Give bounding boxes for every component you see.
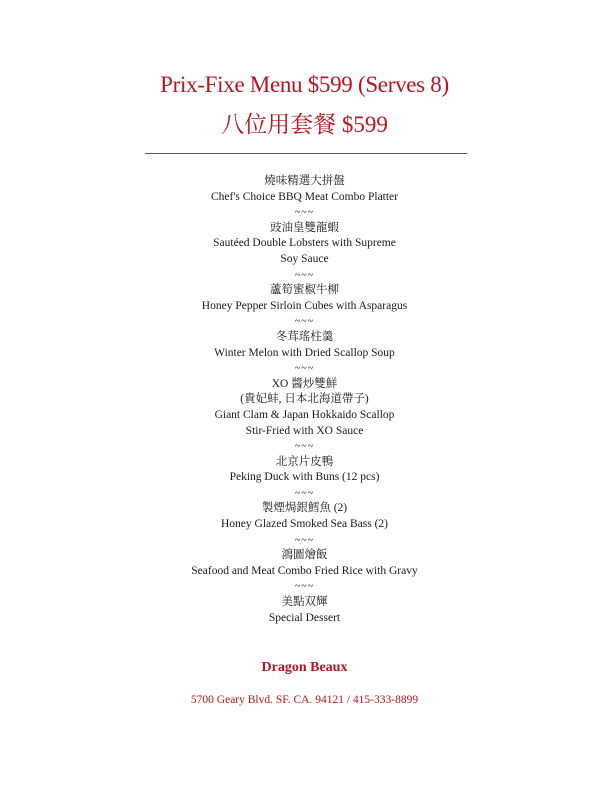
menu-separator: ~~~ <box>294 487 315 499</box>
menu-item <box>0 548 609 579</box>
menu-separator: ~~~ <box>294 534 315 546</box>
menu-item-english: Giant Clam & Japan Hokkaido Scallop <box>214 408 395 421</box>
menu-separator: ~~~ <box>294 581 315 593</box>
menu-item <box>0 377 609 439</box>
menu-item <box>0 501 609 532</box>
restaurant-name: Dragon Beaux <box>261 660 348 675</box>
header-divider <box>145 153 467 154</box>
menu-item-english: Honey Pepper Sirloin Cubes with Asparagus <box>201 299 408 312</box>
restaurant-address: 5700 Geary Blvd. SF. CA. 94121 / 415-333-8899 <box>190 694 419 706</box>
menu-item-chinese: 北京片皮鴨 <box>275 455 334 468</box>
menu-item-english: (貴妃蚌, 日本北海道帶子) <box>240 393 369 406</box>
menu-separator: ~~~ <box>294 207 315 219</box>
menu-item-english: Honey Glazed Smoked Sea Bass (2) <box>220 518 389 531</box>
menu-item-english: Peking Duck with Buns (12 pcs) <box>229 471 380 484</box>
menu-item <box>0 330 609 361</box>
menu-item-chinese: 美點双輝 <box>281 596 328 609</box>
menu-item-english: Winter Melon with Dried Scallop Soup <box>214 346 395 359</box>
menu-item-chinese: 鴻圖燴飯 <box>281 549 328 562</box>
menu-item-english: Special Dessert <box>268 611 341 624</box>
menu-list <box>0 174 609 626</box>
menu-item <box>0 455 609 486</box>
menu-item-chinese: 豉油皇雙龍蝦 <box>270 221 339 234</box>
menu-item-english: Chef's Choice BBQ Meat Combo Platter <box>210 190 398 203</box>
menu-separator: ~~~ <box>294 363 315 375</box>
title-english: Prix-Fixe Menu $599 (Serves 8) <box>160 72 449 97</box>
menu-item-chinese: 蘆筍蜜椒牛柳 <box>270 284 339 297</box>
menu-item <box>0 283 609 314</box>
menu-item-chinese: 燒味精選大拼盤 <box>264 175 345 187</box>
menu-separator: ~~~ <box>294 269 315 281</box>
menu-item-chinese: XO 醬炒雙鮮 <box>271 377 338 390</box>
menu-item-english: Stir-Fried with XO Sauce <box>245 424 364 437</box>
menu-item <box>0 221 609 268</box>
title-chinese: 八位用套餐 $599 <box>221 112 388 137</box>
menu-item-english: Soy Sauce <box>280 252 329 265</box>
menu-item <box>0 595 609 626</box>
menu-item-english: Sautéed Double Lobsters with Supreme <box>213 237 396 250</box>
menu-item-chinese: 製煙焗銀鱈魚 (2) <box>261 502 348 515</box>
menu-header <box>0 70 609 140</box>
menu-item-english: Seafood and Meat Combo Fried Rice with Gravy <box>191 564 418 577</box>
menu-separator: ~~~ <box>294 316 315 328</box>
menu-separator: ~~~ <box>294 441 315 453</box>
menu-item <box>0 174 609 205</box>
menu-item-chinese: 冬茸瑤柱羹 <box>275 330 334 343</box>
